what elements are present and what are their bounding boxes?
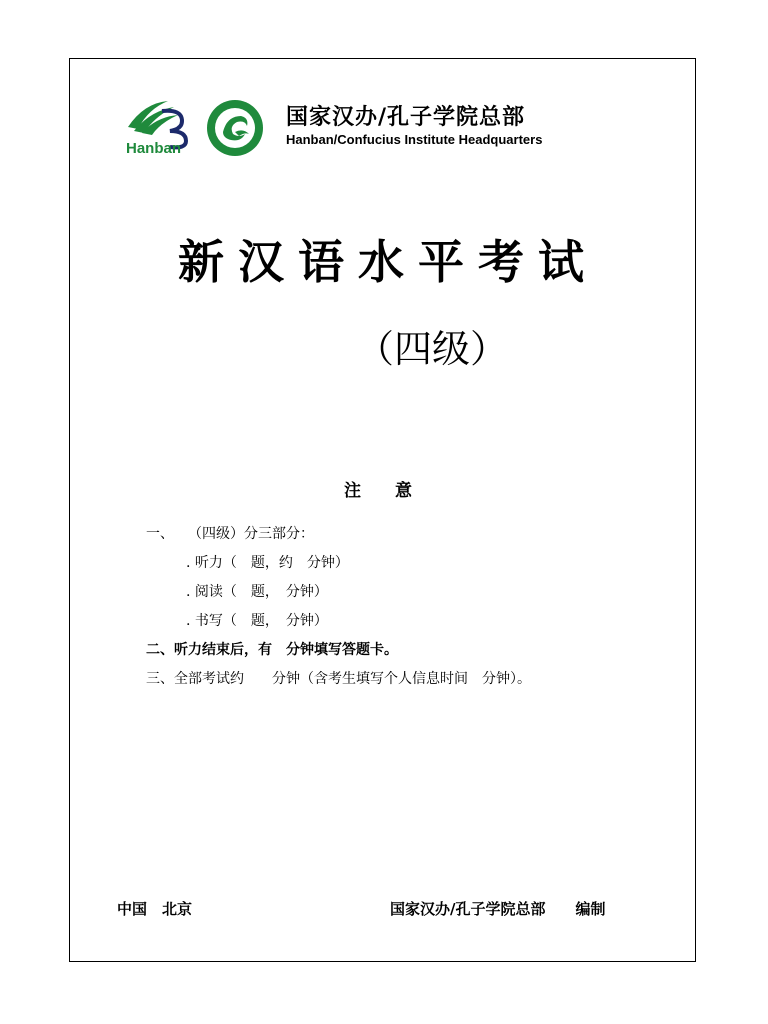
notice-line-answer-sheet: 二、听力结束后，有 分钟填写答题卡。 (146, 642, 398, 658)
org-name-chinese: 国家汉办/孔子学院总部 (286, 105, 526, 130)
org-name-english: Hanban/Confucius Institute Headquarters (286, 132, 543, 147)
hanban-logo-text: Hanban (126, 140, 182, 155)
hanban-logo (124, 97, 196, 155)
page-border (69, 58, 696, 962)
footer-publisher: 国家汉办/孔子学院总部 编制 (390, 900, 606, 918)
confucius-institute-logo (205, 98, 265, 158)
notice-line-writing: . 书写（ 题， 分钟） (186, 613, 328, 629)
footer-location: 中国 北京 (117, 900, 193, 918)
exam-title: 新汉语水平考试 (178, 235, 598, 289)
notice-line-total-time: 三、全部考试约 分钟（含考生填写个人信息时间 分钟）。 (146, 671, 531, 687)
notice-heading: 注 意 (344, 481, 412, 501)
notice-line-listening: . 听力（ 题，约 分钟） (186, 555, 349, 571)
exam-level: （四级） (356, 327, 509, 371)
notice-line-reading: . 阅读（ 题， 分钟） (186, 584, 328, 600)
notice-line-sections: 一、 （四级）分三部分： (146, 526, 314, 542)
